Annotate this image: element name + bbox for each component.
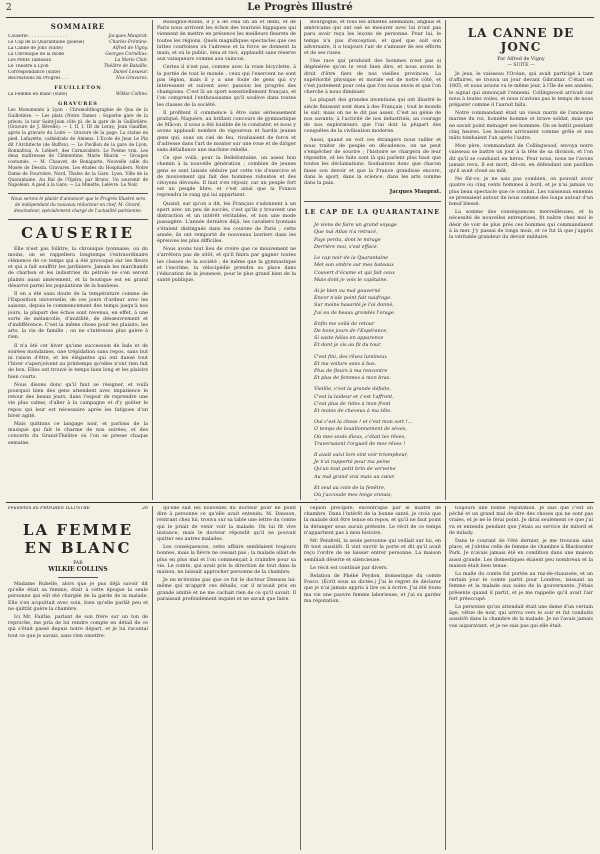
sommaire-entry-title: Causerie . . . . . . . . . . . . . . bbox=[8, 34, 67, 39]
paragraph: Certes il n'est pas, comme avec la vraie bicyclette, à la portée de tout le monde ; ceux qui l'exercent ne sont pas légion, mais il y a une foule de gens qui s'y intéressent et suivent avec passion les progrès des champions. C'est là un sport essentiellement français, et l'on comprend l'enthousiasme qu'il soulève dans toutes les classes de la société. bbox=[157, 65, 296, 108]
paragraph: Nous avons tout lieu de croire que ce mouvement ne s'arrêtera pas de sitôt, et qu'il finira par gagner toutes les classes de la société ; de même que la gymnastique et l'escrime, la vélocipédie prendra sa place dans l'éducation de la jeunesse, pour le plus grand bien de la santé publique. bbox=[157, 247, 296, 284]
poem-stanza bbox=[314, 452, 441, 481]
paragraph: Il en a été sans doute de la température comme de l'Exposition universelle, de ces jours d'ardeur avec les saisons, depuis le commencement des temps jusqu'à nos jours, la plupart des échos sont revenus, en effet, à une sorte de mélancolie, d'inutilité, de désœuvrement et d'indifférence. C'est la même chose pour les plaisirs, les arts, la vie de famille ; on ne s'intéresse plus guère à rien. bbox=[8, 291, 148, 341]
poem-line: Et ma voilure sans à bas. bbox=[314, 360, 377, 367]
poem-line: Je viens de faire un grand voyage bbox=[314, 222, 397, 229]
canne-body bbox=[449, 72, 593, 241]
poem-stanza bbox=[314, 288, 441, 317]
poem-stanza bbox=[314, 321, 441, 350]
poem-line: Pays perdu, dont le mirage bbox=[314, 236, 381, 243]
feuilleton-heading: FEUILLETON bbox=[54, 85, 102, 91]
poem-line: Et plus de femmes à mon bras. bbox=[314, 375, 391, 382]
poem-stanza bbox=[314, 485, 441, 500]
paragraph: Rossignol-Rollin, il y a de cela un an et demi, et de Paris nous arrivent les échos des tournois hippiques qui viennent de mettre en présence les meilleurs fleurets de toutes les régions. Quels magnifiques spectacles que ces luttes courtoises où l'adresse et la force se donnent la main, et où le public, ému et ravi, applaudit sans réserve aux vainqueurs comme aux vaincus. bbox=[157, 20, 296, 63]
col2-body bbox=[157, 20, 296, 284]
column-rule bbox=[300, 506, 301, 850]
poem-line bbox=[314, 499, 441, 500]
feuilleton-entry: La Femme en blanc (suite) Wilkie Collins. bbox=[8, 92, 148, 97]
feuilleton-column-2 bbox=[157, 506, 296, 850]
divider bbox=[304, 201, 441, 202]
poem-line: Que nul Atlas n'a retracé, bbox=[314, 229, 378, 236]
poem-line: Au mal grand vrai mais au cœur. bbox=[314, 473, 396, 480]
sommaire-entry-title: La Canne de Jonc (suite) bbox=[8, 46, 63, 51]
poem-stanza bbox=[314, 222, 441, 251]
feuilleton-par: PAR bbox=[73, 561, 83, 566]
feuilleton-col3-body bbox=[304, 506, 441, 605]
column-rule bbox=[300, 20, 301, 500]
paragraph: Mon père, commandant de Collingwood, envoya notre vaisseau se battre un jour à la tête de sa division, et l'on dit qu'il se conduisit en héros. Pour nous, nous ne l'avons jamais revu. Il est mort, dit-on, en défendant son pavillon qu'il avait cloué au mât. bbox=[449, 144, 593, 175]
sommaire-entry-title: La Chronique de la mode bbox=[8, 52, 65, 57]
feuilleton-label-row bbox=[8, 506, 148, 511]
sommaire-entry-author: Nos Gravures. bbox=[115, 76, 148, 81]
paragraph: Mais quittons ce langage noir, et parlons de la musique qui fait le charme de nos soirées, et des concerts du Grand-Théâtre où l'on se presse chaque semaine. bbox=[8, 422, 148, 446]
paragraph: Il profitent il commence à être sans sérieusement pratiqué. Naguère, au brillant concours de gymnastique de Mâcon, il nous a été loisible de le constater, et nous y avons applaudi nombre de vigoureux et hardis jeunes gens qui, sous un ciel de feu, rivalisaient de force et d'adresse dans l'art de monter sur une roue et de diriger sans défaillance une machine rebelle. bbox=[157, 110, 296, 154]
sommaire-entry-title: Correspondance (suite) bbox=[8, 70, 61, 75]
paragraph: cepion précipité, excentrique par le maître de chambre. Dans l'intérêt de la bonne santé, je crois que la malade doit être tenue en repos, et qu'il ne faut point la déranger sous aucun prétexte. Le récit de ce temps n'appartient pas à mon histoire. bbox=[304, 506, 441, 536]
poem-body bbox=[304, 222, 441, 500]
poem-line: Si vaste hélas en apparence bbox=[314, 335, 384, 342]
paragraph: Nous disons donc qu'il faut se résigner, et voilà pourquoi bien des gens attendent avec impatience le retour des beaux jours, dans l'espoir de reprendre une vie plus calme, d'aller à la campagne et d'y goûter le repos qui leur est nécessaire après les fatigues d'un hiver agité. bbox=[8, 382, 148, 419]
poem-line: Ai-je bien vu mal gouverné bbox=[314, 287, 381, 294]
poem-line: O temps de bouillonnement de sèves, bbox=[314, 426, 407, 433]
feuilleton-col1-body bbox=[8, 582, 148, 640]
paragraph: qu'elle sait les nouvelles du docteur pour ne point dire à personne ce qu'elle avait entendu. M. Dawson, rentrant chez lui, trouva sur sa table une lettre du comte qui le priait de venir voir la malade. On lui fit vive instance, mais le docteur répondit qu'il ne pouvait quitter ses autres malades. bbox=[157, 506, 296, 543]
column-rule bbox=[445, 20, 446, 500]
paragraph: Elle n'est pas folâtre, la chronique lyonnaise, ou du moins, on se rappellera longtemps l'extraordinaire clémence de ce temps qui a été provoqué sur les fleurs et qui a fait souffrir les jardiniers. Jamais les marchands de charbon et les industries du pétrole ne s'en seront plaints aussi amèrement, et la boutique est en grand désarroi parmi les populations de la banlieue. bbox=[8, 246, 148, 289]
sommaire-entry-author: Daniel Lesueur. bbox=[113, 70, 148, 75]
paragraph: Quand, sur qu'on a dit, les Français s'adonnent à un sport avec un peu de succès, c'est qu'ils y trouvent une distraction et un intérêt véritables, et non une mode passagère. L'année dernière déjà, les cavaliers lyonnais s'étaient distingués dans les courses de Paris ; cette année, ils ont remporté de nouveaux lauriers dans les épreuves les plus difficiles. bbox=[157, 201, 296, 244]
feuilleton-label: Feuilleton du PROGRÈS ILLUSTRÉ bbox=[8, 506, 91, 511]
paragraph: La malle du comte fut portée au rez-de-chaussée, et un certain jour le comte partit pour Londres, laissant sa femme et la malade aux soins de la gouvernante. J'étais présente quand il partit, et je me rappelle qu'il avait l'air fort préoccupé. bbox=[449, 572, 593, 602]
paragraph: Je jeus, le vaisseau l'Océan, qui avait participé à tant d'affaires, se trouva un jour devant Gibraltar. C'était en 1805, et nous avions vu le même jour, à l'île de ses années, le signal qui annonçait l'ennemi. Collingwood arrivait sur nous à toutes voiles, et nous n'avions pas le temps de nous préparer comme il l'aurait fallu. bbox=[449, 72, 593, 109]
poem-line: Enfin me voilà de retour bbox=[314, 320, 375, 327]
paragraph: Madame Rubelle, alors que je pus déjà savoir dit qu'elle était sa femme, était à cette époque la seule personne qui eût été chargée de la garde de la malade. Elle s'en acquittait avec soin, bien qu'elle parlât peu et ne quittât guère la chambre. bbox=[8, 582, 148, 612]
paragraph: Aussi, quand on voit ces étrangers nous railler et nous traiter de peuple en décadence, on ne peut s'empêcher de sourire ; l'histoire se chargera de leur répondre, et les faits sont là qui parlent plus haut que toutes les déclamations. Souhaitons donc que chacun fasse son devoir et que la France grandisse encore, dans le sport, dans la science, dans les arts comme dans la paix. bbox=[304, 137, 441, 187]
sommaire-list bbox=[8, 34, 148, 82]
sommaire-title: SOMMAIRE bbox=[50, 22, 106, 31]
canne-suite: — SUITE — bbox=[507, 63, 535, 68]
poem-line: Il avait suivi lors vint voir triompheur, bbox=[314, 451, 409, 458]
poem-line: C'est plus de rides à mon front bbox=[314, 400, 391, 407]
poem-stanza bbox=[314, 419, 441, 448]
poem-line: Vieillie, c'est la grande défaite, bbox=[314, 386, 392, 393]
sommaire-entry-author: Jacques Mauprat. bbox=[108, 34, 148, 39]
divider bbox=[8, 219, 148, 220]
paragraph: Je ne m'étonne pas que ce fut le docteur Dawson lui-même qui m'apprit ces détails, car il m'avait pris en grande amitié et ne me cachait rien de ce qu'il savait. Il paraissait profondément inquiet et ne savait que faire. bbox=[157, 578, 296, 602]
feuilleton-author: WILKIE COLLINS bbox=[48, 566, 108, 573]
paragraph: Ici Mr. Fairlie, parlant de son frère sur un ton de reproche, me pria de lui rendre compte en détail de ce qui s'était passé depuis notre départ, et je lui racontai tout ce que je savais, sans rien omettre. bbox=[8, 615, 148, 639]
paragraph: Dans le courant de l'été dernier, je me trouvais sans place, et j'obtins celle de femme de chambre à Blackwater Park. Je n'avais jamais été en condition dans une maison aussi grande. Les domestiques étaient peu nombreux et la maison était bien tenue. bbox=[449, 539, 593, 569]
poem-line: Couvert d'écume et qui fait ceux bbox=[314, 269, 395, 276]
feuilleton-col2-body bbox=[157, 506, 296, 603]
canne-title: LA CANNE DE JONC bbox=[467, 26, 575, 54]
column-rule bbox=[445, 506, 446, 850]
paragraph: Mr. Pendrell, la seule personne qui veillait sur lui, en fit tout aussitôt. Il vint ouvrir la porte et dit qu'il avait reçu l'ordre de ne laisser entrer personne. La maison semblait déserte et silencieuse. bbox=[304, 539, 441, 563]
column-3 bbox=[304, 20, 441, 500]
poem-line: Mais dont je vois le capitaine. bbox=[314, 276, 389, 283]
paragraph: Ce que voilà, pour la Bellefontaine, un assez bon chemin à la nouvelle génération ; combien de jeunes gens se sont laissés séduire par cette vie d'exercice et de mouvement qui fait des hommes robustes et des citoyens dévoués. Il faut s'en réjouir, car un peuple fort est un peuple libre, et c'est ainsi que la France reprendra le rang qui lui appartient. bbox=[157, 156, 296, 199]
column-rule bbox=[152, 506, 153, 850]
poem-line: Où j'accoude mes longs ennuis, bbox=[314, 491, 393, 498]
header-rule bbox=[6, 17, 594, 18]
feuilleton-title: LA FEMME EN BLANC bbox=[22, 521, 134, 557]
feuilleton-col4-body bbox=[449, 506, 593, 630]
gravures-heading: GRAVURES bbox=[58, 101, 98, 107]
column-1 bbox=[8, 20, 148, 500]
feuilleton-rule bbox=[6, 502, 594, 503]
paragraph: La personne qu'on attendait était une dame d'un certain âge, vêtue de noir, qui arriva vers le soir et fut conduite aussitôt dans la chambre de la malade. Je ne l'avais jamais vue auparavant, et je ne sais pas qui elle était. bbox=[449, 605, 593, 629]
poem-line: Plus de fleurs à ma rencontre bbox=[314, 367, 388, 374]
poem-line: Encor n'aïe point fait naufrage. bbox=[314, 295, 392, 302]
canne-byline: Par Alfred de Vigny bbox=[497, 57, 545, 62]
poem-stanza bbox=[314, 354, 441, 383]
feuilleton-column-3 bbox=[304, 506, 441, 850]
sommaire-entry-title: Les Petits Tableaux bbox=[8, 58, 52, 63]
poem-title: LE CAP DE LA QUARANTAINE bbox=[304, 208, 441, 217]
sommaire-entry-author: Alfred de Vigny. bbox=[112, 46, 148, 51]
poem-line: Met son ombre sur mes bateaux bbox=[314, 262, 394, 269]
poem-line: Le cap noir de la Quarantaine bbox=[314, 255, 389, 262]
paragraph: Bourgogne, et tous les athlètes allemands, anglais et américains qui ont osé se mesurer avec lui n'ont pas paru avoir reçu les leçons de personne. Pour lui, le temps n'a pas d'exception, et quel que soit son adversaire, il a toujours l'air de s'amuser de ses efforts et de ses ruses. bbox=[304, 20, 441, 57]
paragraph: Le récit est continué par divers. bbox=[310, 565, 388, 571]
page-number: 2 bbox=[6, 3, 12, 13]
poem-line: Et dont je vis au fil du tour. bbox=[314, 342, 382, 349]
causerie-title: CAUSERIE bbox=[21, 223, 135, 242]
poem-line: Oui c'est la chose ! et c'est mon sort !… bbox=[314, 419, 413, 426]
paragraph: Notre commandant était un vieux marin de l'ancienne marine du roi, honnête homme et brave soldat, mais qui ne savait point ménager ses hommes. On se battit pendant cinq heures. Les boulets arrivaient comme grêle et nos mâts tombaient l'un après l'autre. bbox=[449, 111, 593, 142]
paragraph: toujours une bonne réputation. Je sais que c'est un péché et un grand mal de dire des choses qui ne sont pas vraies, et je ne le ferai point. Je dirai seulement ce que j'ai vu et entendu pendant que j'étais au service de milord et de milady. bbox=[449, 506, 593, 536]
poem-line: Derrière moi, s'est effacé. bbox=[314, 243, 379, 250]
sommaire-entry-title: Le Cap de la Quarantaine (poésie) bbox=[8, 40, 85, 45]
paragraph: La plupart des grandes inventions qui ont illustré le siècle finissant sont dues à des Français ; tout le monde le sait, mais on ne le dit pas assez. C'est au génie de nos savants, à l'activité de nos industriels, au courage de nos explorateurs que l'on doit la plupart des conquêtes de la civilisation moderne. bbox=[304, 98, 441, 135]
feuilleton-column-1 bbox=[8, 506, 148, 850]
poem-line: Et seul au coin de la fenêtre, bbox=[314, 484, 386, 491]
col3-body bbox=[304, 20, 441, 187]
poem-line: C'est la laideur et c'est l'affront, bbox=[314, 393, 394, 400]
divider bbox=[8, 193, 148, 194]
poem-line: Et moins de cheveux à ma tête. bbox=[314, 407, 392, 414]
poem-line: Je n'ai rapporté pour ma peine bbox=[314, 459, 391, 466]
column-4 bbox=[449, 20, 593, 500]
sommaire-entry-title: Le Théâtre à Lyon bbox=[8, 64, 49, 69]
masthead-title: Le Progrès Illustré bbox=[247, 2, 353, 13]
poem-line: Qu'un tout petit brin de verveine bbox=[314, 466, 396, 473]
page-header bbox=[0, 0, 600, 18]
notice: Nous serons le plaisir d'annoncer que le Progrès Illustré sera de indépendant du nouveau rédacteur en chef, M. Girard, dessinateur, spécialement chargé de l'actualité parisienne. bbox=[10, 197, 146, 214]
poem-line: Sur moins hasardé je l'ai donné, bbox=[314, 302, 394, 309]
poem-line: Où mes seuls dieux, c'était les rêves, bbox=[314, 433, 406, 440]
column-2 bbox=[157, 20, 296, 500]
sommaire-entry-author: Georges Cornélius. bbox=[105, 52, 148, 57]
sommaire-entry-author: Théâtre de Bataille. bbox=[103, 64, 148, 69]
gravures-text: Les Monuments à Lyon : Chromolithographie de Qua de la Guillotière. — Les plats (Notre Dame) : Superbe gare de la prison, la tour Saint-Jean côte pl. de la gare de la Guillotière. (Gravure de J. Bévelle). — I, II, I, III de Leray; Jean Gauffier, après la gravure du Loire — Gravure de la page. La statue en pied. Lafayette, cathédrale de Amiens. L'Ecole de Jean Le Pin dit l'Architecte (de Buffon). — Le Pavillon de la gare de Lyon, Bonnafoux, A. Liébert, des Carnavaliers. Le Poème vrai. Les deux maîtresses de Clémentine, Marie Rhurin — Groupes costumés. — M. Chauvet, de Bonaparte, Nouvelle salle du Musée de Dessin. Gravures. Les études du Hospitaliers. Notre Dame de Fourvière, Nord, Thales de la Gare. Lyon. Ville de la Quarantaine. Au Bal de l'Opéra, par Bruno. Un souvenir de Napoléon. A pied à la Gare. — La Minette, Lelèvre. Le Noir. bbox=[8, 108, 148, 189]
paragraph: Une race qui produisit des hommes n'est pas si dégénérée qu'on le veut bien dire, et nous avons le droit d'être fiers de nos vieilles provinces. La supériorité physique et morale est de notre côté, et c'est justement pour cela que l'on nous envie et que l'on cherche à nous diminuer. bbox=[304, 59, 441, 96]
feuilleton-number: 26 bbox=[142, 506, 148, 511]
paragraph: Les conséquences, cette affaire semblaient toujours bonnes, mais la fièvre ne cessait pas ; la malade allait de plus en plus mal et l'on commençait à craindre pour sa vie. Le comte, qui avait pris la direction de tout dans la maison, ne laissait approcher personne de la chambre. bbox=[157, 545, 296, 576]
sommaire-entry-author: Charles Frémine. bbox=[109, 40, 148, 45]
paragraph: Il n'a été cet hiver qu'une succession de bals et de soirées mondaines, une trépidation sans repos, sans but ni raison d'être, et les élégantes qui ont dansé tout l'hiver s'aperçoivent au printemps qu'elles n'ont rien fait de bon. Elles ont trouvé le temps bien long et les plaisirs bien courts. bbox=[8, 343, 148, 380]
poem-line: J'ai eu de beaux grondés l'orage. bbox=[314, 309, 396, 316]
causerie-body bbox=[8, 247, 148, 447]
sommaire-entry bbox=[8, 76, 148, 82]
divider bbox=[58, 577, 98, 578]
poem-line: Traversaient l'orgueil de mes rêves ! bbox=[314, 440, 406, 447]
sommaire-entry-author: La Marie Clair. bbox=[114, 58, 148, 63]
poem-stanza bbox=[314, 386, 441, 415]
column-rule bbox=[152, 20, 153, 500]
paragraph: Relation de Phébé Peydon, domestique du comte Fosco. (Écrit sous sa dictée.) J'ai le regret de déclarer que je n'ai jamais appris à lire ou à écrire. J'ai été toute ma vie une pauvre femme laborieuse, et j'ai su garder ma réputation. bbox=[304, 574, 441, 604]
poem-line: C'est fini, des rêves lumineux bbox=[314, 353, 388, 360]
sommaire-entry-title: Récréations du Progrès . . . bbox=[8, 76, 69, 81]
paragraph: Ne fût-ce, je ne sais pas combien, on pouvait avoir quatre ou cinq cents hommes à bord, et je n'ai jamais vu plus beau spectacle que ce combat. Les vaisseaux ennemis se pressaient autour de nous comme des loups autour d'un bœuf blessé. bbox=[449, 177, 593, 208]
poem-stanza bbox=[314, 255, 441, 284]
poem-line: De bons jours de l'Espérance, bbox=[314, 327, 388, 334]
paragraph: La somme des conséquences merveilleuses, et la nécessité de nouvelles entreprises, fit naître chez moi le désir de voir de plus près ces hommes qui commandaient à la mer. J'y passai de longs mois, et ce fut là que j'appris la véritable grandeur du devoir militaire. bbox=[449, 210, 593, 241]
causerie-signature: Jacques Mauprat. bbox=[389, 189, 441, 196]
feuilleton-column-4 bbox=[449, 506, 593, 850]
